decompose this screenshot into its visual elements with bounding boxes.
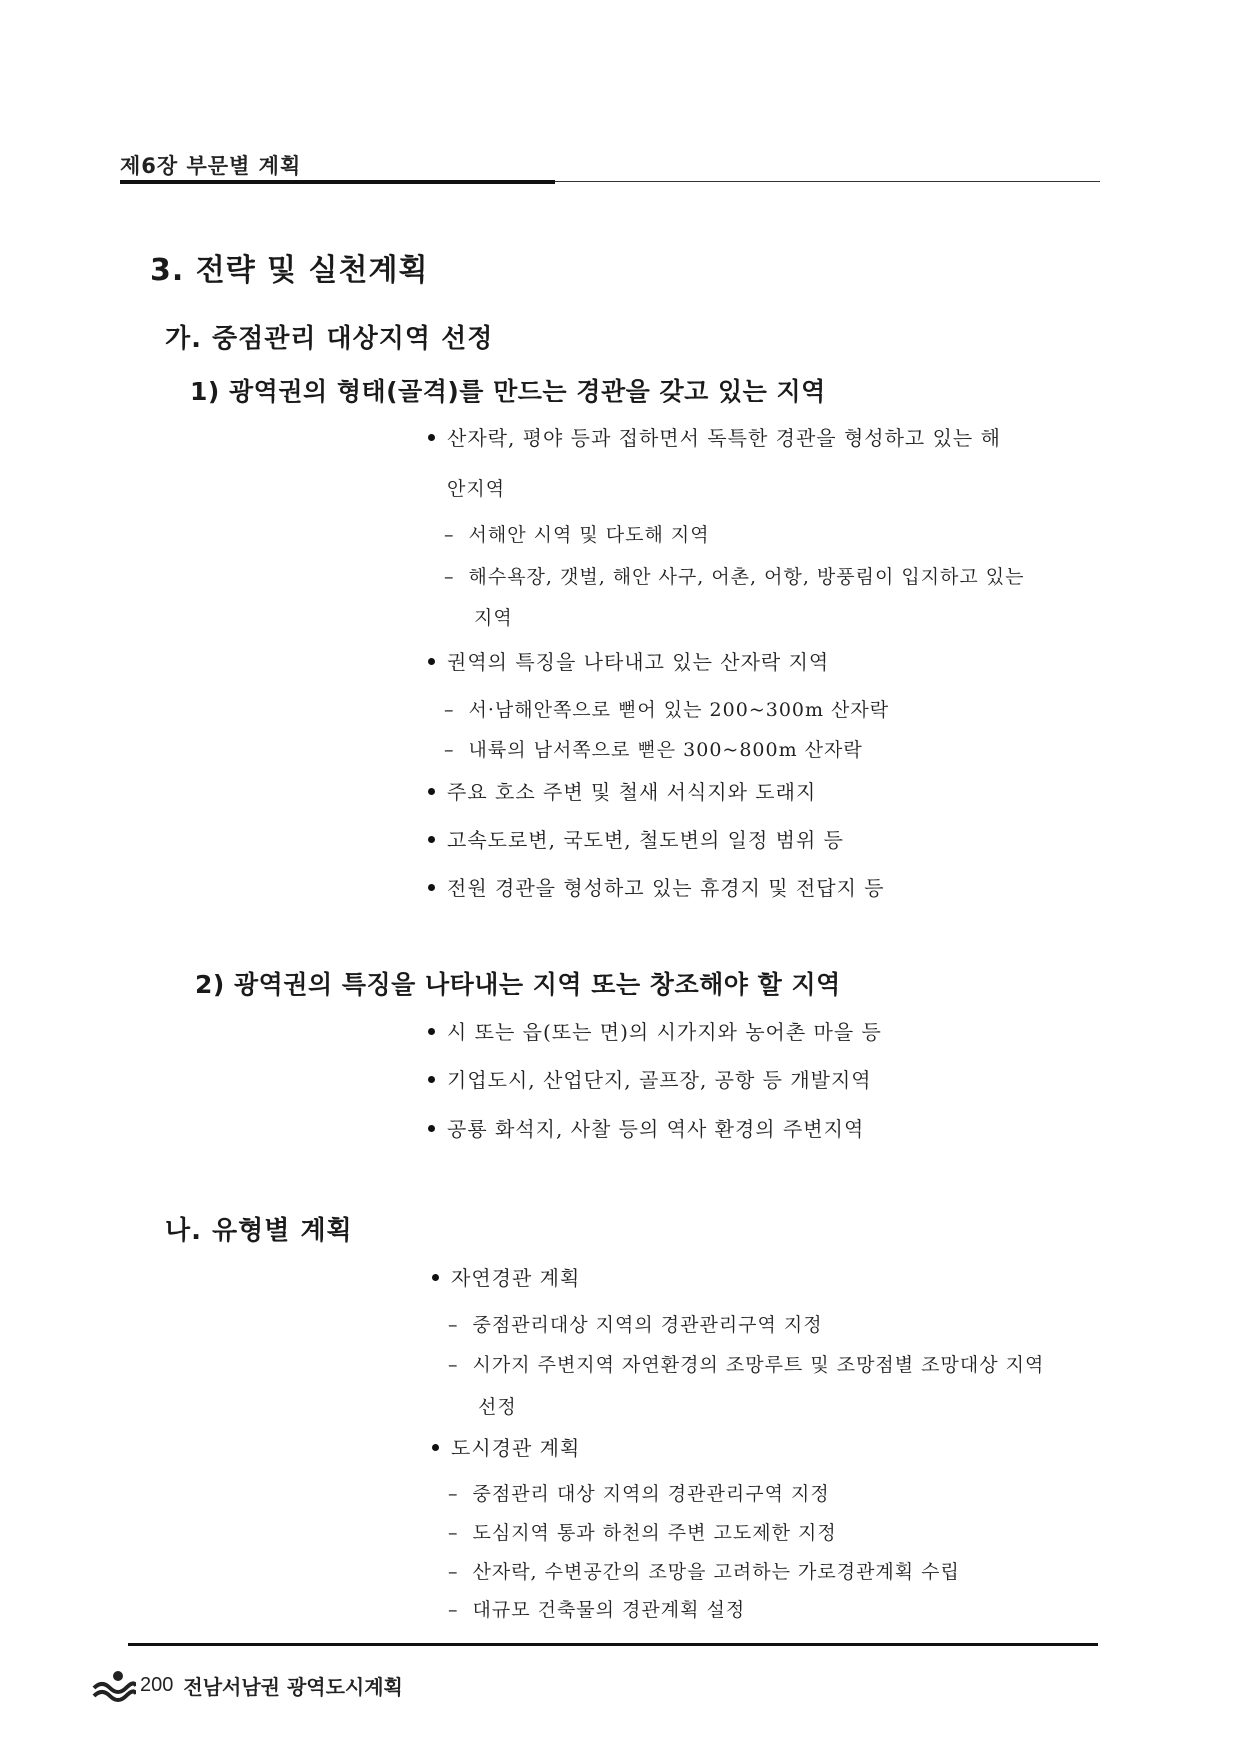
dash-text: 산자락, 수변공간의 조망을 고려하는 가로경관계획 수립 [472, 1561, 960, 1583]
dash-item [448, 1479, 830, 1506]
dash-text: 시가지 주변지역 자연환경의 조망루트 및 조망점별 조망대상 지역 [472, 1354, 1045, 1376]
subsection-a-title: 가. 중점관리 대상지역 선정 [165, 324, 494, 354]
bullet-dot-icon [432, 1274, 439, 1281]
dash-continuation: 지역 [474, 607, 513, 629]
bullet-dot-icon [428, 788, 435, 795]
dash-item [448, 1350, 1044, 1377]
dash-mark: – [444, 699, 455, 721]
bullet-item [432, 1432, 580, 1461]
running-header: 제6장 부문별 계획 [120, 154, 302, 178]
bullet-dot-icon [428, 836, 435, 843]
bullet-text: 기업도시, 산업단지, 골프장, 공항 등 개발지역 [447, 1068, 872, 1092]
dash-text: 서해안 시역 및 다도해 지역 [468, 524, 710, 546]
bullet-item [428, 422, 1001, 451]
page-number: 200 [140, 1673, 174, 1696]
dash-text: 중점관리대상 지역의 경관관리구역 지정 [472, 1314, 823, 1336]
page-footer [92, 1668, 403, 1702]
dash-text: 도심지역 통과 하천의 주변 고도제한 지정 [472, 1522, 837, 1544]
bullet-text: 권역의 특징을 나타내고 있는 산자락 지역 [447, 650, 830, 674]
dash-item [444, 695, 889, 722]
bullet-item [428, 646, 829, 675]
subsection-b-title: 나. 유형별 계획 [165, 1216, 353, 1246]
dash-mark: – [444, 524, 455, 546]
bullet-item [428, 776, 816, 805]
footer-rule [128, 1643, 1098, 1646]
dash-mark: – [444, 566, 455, 588]
dash-text: 내륙의 남서쪽으로 뻗은 300~800m 산자락 [468, 739, 863, 761]
dash-text: 해수욕장, 갯벌, 해안 사구, 어촌, 어항, 방풍림이 입지하고 있는 [468, 566, 1025, 588]
dash-mark: – [448, 1561, 459, 1583]
bullet-dot-icon [428, 434, 435, 441]
dash-item [444, 562, 1025, 589]
bullet-item [432, 1262, 580, 1291]
bullet-item [428, 824, 844, 853]
dash-item [444, 520, 710, 547]
dash-mark: – [448, 1599, 459, 1621]
dash-mark: – [448, 1354, 459, 1376]
bullet-dot-icon [428, 884, 435, 891]
section-title: 3. 전략 및 실천계획 [150, 253, 429, 288]
bullet-text: 도시경관 계획 [451, 1436, 581, 1460]
bullet-item [428, 872, 885, 901]
bullet-item [428, 1113, 864, 1142]
dash-text: 중점관리 대상 지역의 경관관리구역 지정 [472, 1483, 830, 1505]
bullet-dot-icon [428, 658, 435, 665]
dash-mark: – [448, 1314, 459, 1336]
dash-mark: – [444, 739, 455, 761]
item-1-title: 1) 광역권의 형태(골격)를 만드는 경관을 갖고 있는 지역 [190, 377, 826, 406]
bullet-text: 산자락, 평야 등과 접하면서 독특한 경관을 형성하고 있는 해 [447, 426, 1001, 450]
bullet-item [428, 1016, 882, 1045]
bullet-text: 시 또는 읍(또는 면)의 시가지와 농어촌 마을 등 [447, 1020, 882, 1044]
bullet-text: 전원 경관을 형성하고 있는 휴경지 및 전답지 등 [447, 876, 885, 900]
bullet-dot-icon [428, 1125, 435, 1132]
dash-item [448, 1310, 823, 1337]
dash-continuation: 선정 [478, 1396, 517, 1418]
book-title: 전남서남권 광역도시계획 [183, 1674, 403, 1699]
item-2-title: 2) 광역권의 특징을 나타내는 지역 또는 창조해야 할 지역 [195, 970, 841, 999]
bullet-text: 고속도로변, 국도변, 철도변의 일정 범위 등 [447, 828, 844, 852]
dash-mark: – [448, 1522, 459, 1544]
dash-text: 서·남해안쪽으로 뻗어 있는 200~300m 산자락 [468, 699, 890, 721]
dash-item [448, 1595, 745, 1622]
header-rule-thin [555, 181, 1100, 182]
dash-item [444, 735, 863, 762]
bullet-continuation: 안지역 [447, 478, 506, 500]
bullet-dot-icon [428, 1076, 435, 1083]
bullet-dot-icon [428, 1028, 435, 1035]
bullet-dot-icon [432, 1444, 439, 1451]
bullet-text: 자연경관 계획 [451, 1266, 581, 1290]
wave-logo-icon [92, 1668, 136, 1702]
dash-item [448, 1557, 960, 1584]
dash-text: 대규모 건축물의 경관계획 설정 [472, 1599, 746, 1621]
bullet-text: 주요 호소 주변 및 철새 서식지와 도래지 [447, 780, 817, 804]
bullet-item [428, 1064, 872, 1093]
dash-mark: – [448, 1483, 459, 1505]
bullet-text: 공룡 화석지, 사찰 등의 역사 환경의 주변지역 [447, 1117, 865, 1141]
header-rule-thick [120, 180, 555, 184]
dash-item [448, 1518, 837, 1545]
